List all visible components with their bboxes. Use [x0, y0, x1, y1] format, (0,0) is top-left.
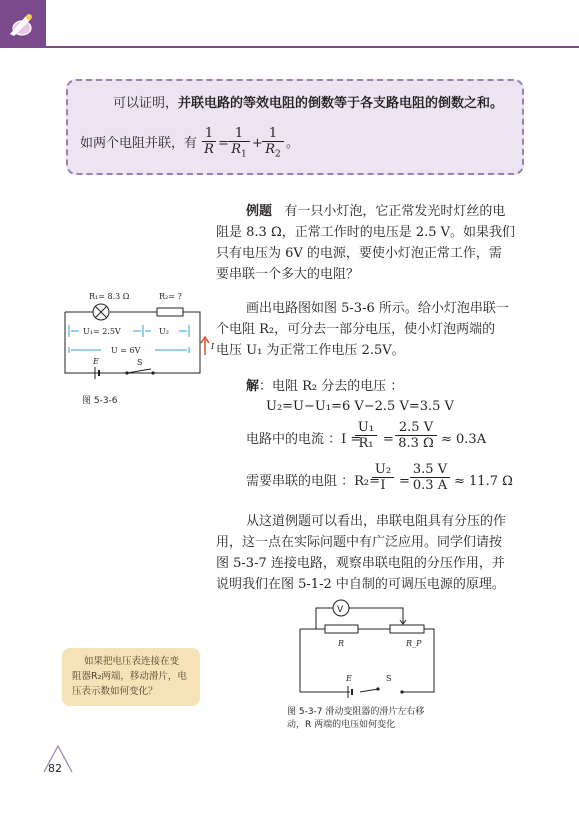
resistor-r2	[157, 308, 183, 316]
page-number-badge	[38, 742, 78, 778]
fraction-denominator: R₁	[358, 436, 374, 451]
r1-label: R₁= 8.3 Ω	[89, 292, 130, 301]
switch-icon	[376, 687, 379, 690]
r2-label: R₂= ?	[159, 292, 182, 301]
s-label: S	[386, 674, 392, 683]
fraction-numerator: U₁	[355, 420, 377, 436]
fraction-denominator: R	[204, 142, 214, 157]
theorem-line-2: 如两个电阻并联，有	[80, 136, 198, 151]
fraction-numerator: U₂	[372, 462, 394, 478]
telescope-icon	[0, 0, 46, 46]
subscript: 1	[241, 149, 247, 160]
fraction-1-over-r	[202, 126, 216, 157]
conclusion-line-1: 从这道例题可以看出，串联电阻具有分压的作	[246, 514, 507, 529]
conclusion-line-3: 图 5-3-7 连接电路，观察串联电阻的分压作用，并	[216, 556, 505, 571]
fraction-denominator	[262, 142, 284, 160]
r-label: R	[338, 639, 345, 648]
example-line-2: 阻是 8.3 Ω，正常工作时的电压是 2.5 V。如果我们	[216, 225, 516, 240]
fraction-3-5v-over-0-3a	[410, 462, 450, 493]
approach-line-3: 电压 U₁ 为正常工作电压 2.5V。	[216, 343, 405, 358]
example-line-1	[246, 203, 505, 221]
circuit-diagram-5-3-7	[290, 596, 440, 700]
resistance-result: ≈ 11.7 Ω	[454, 474, 513, 489]
example-label: 例题	[246, 204, 273, 219]
conclusion-line-2: 用，这一点在实际问题中有广泛应用。同学们请按	[216, 535, 503, 550]
fraction-numerator: 1	[262, 126, 284, 142]
fraction-1-over-r2	[262, 126, 284, 160]
solution-text: ：电阻 R₂ 分去的电压 ：	[259, 379, 404, 394]
plus-sign: +	[252, 136, 263, 151]
theorem-line-1	[113, 95, 503, 113]
tip-box	[62, 648, 200, 706]
resistance-label: 需要串联的电阻 ：R₂=	[246, 474, 381, 489]
fraction-u2-over-i	[372, 462, 394, 493]
equals-sign: =	[383, 432, 394, 447]
equals-sign: =	[399, 474, 410, 489]
fraction-denominator: 0.3 A	[412, 478, 448, 493]
fraction-numerator: 1	[202, 126, 216, 142]
symbol-r: R	[231, 142, 242, 157]
corner-tab	[0, 0, 46, 46]
subscript: 2	[275, 149, 281, 160]
symbol-r: R	[265, 142, 276, 157]
conclusion-line-4: 说明我们在图 5-1-2 中自制的可调压电源的原理。	[216, 577, 505, 592]
circuit-diagram-5-3-6	[55, 285, 220, 385]
period: 。	[286, 136, 300, 151]
current-label: 电路中的电流 ：I =	[246, 432, 362, 447]
equals-sign: =	[218, 136, 229, 151]
resistor-r	[325, 625, 358, 633]
fraction-u1-over-r1	[355, 420, 377, 451]
fraction-denominator: 8.3 Ω	[398, 436, 434, 451]
figure-5-3-7-caption-line-2: 动，R 两端的电压如何变化	[287, 720, 396, 730]
figure-5-3-6-caption: 图 5-3-6	[82, 396, 118, 406]
approach-line-1: 画出电路图如图 5-3-6 所示。给小灯泡串联一	[246, 301, 509, 316]
theorem-statement: 并联电路的等效电阻的倒数等于各支路电阻的倒数之和。	[178, 96, 504, 111]
figure-5-3-7-caption-line-1: 图 5-3-7 滑动变阻器的滑片左右移	[287, 707, 425, 717]
e-label: E	[346, 674, 352, 683]
theorem-box	[66, 79, 524, 175]
fraction-1-over-r1	[228, 126, 250, 160]
solution-voltage-equation: U₂=U−U₁=6 V−2.5 V=3.5 V	[266, 399, 454, 414]
rheostat-rp	[390, 625, 424, 633]
u2-label: U₂	[159, 327, 169, 336]
u1-label: U₁= 2.5V	[83, 327, 121, 336]
fraction-numerator: 2.5 V	[395, 420, 437, 436]
v-label: V	[337, 605, 344, 615]
rp-label: R_P	[406, 639, 422, 648]
example-line-4: 要串联一个多大的电阻？	[216, 267, 360, 282]
solution-line-1	[246, 378, 403, 396]
fraction-numerator: 3.5 V	[410, 462, 450, 478]
fraction-denominator	[228, 142, 250, 160]
example-line-3: 只有电压为 6V 的电源，要使小灯泡正常工作，需	[216, 246, 502, 261]
approach-line-2: 个电阻 R₂，可分去一部分电压，使小灯泡两端的	[216, 322, 496, 337]
tip-line-3: 压表示数如何变化？	[72, 686, 158, 697]
i-label: I	[211, 342, 215, 351]
fraction-2-5v-over-8-3ohm	[395, 420, 437, 451]
fraction-denominator: I	[380, 478, 386, 493]
theorem-prefix: 可以证明，	[113, 96, 179, 111]
page-header-bar	[0, 0, 579, 48]
tip-line-1: 如果把电压表连接在变	[84, 656, 180, 667]
u-label: U = 6V	[111, 346, 141, 355]
s-label: S	[137, 358, 143, 367]
example-text: 有一只小灯泡，它正常发光时灯丝的电	[284, 204, 506, 219]
page-number: 82	[48, 762, 62, 775]
solution-label: 解	[246, 379, 260, 394]
current-result: ≈ 0.3A	[441, 432, 487, 447]
e-label: E	[93, 357, 99, 366]
fraction-numerator: 1	[228, 126, 250, 142]
tip-line-2: 阻器R₂两端，移动滑片，电	[72, 671, 187, 682]
